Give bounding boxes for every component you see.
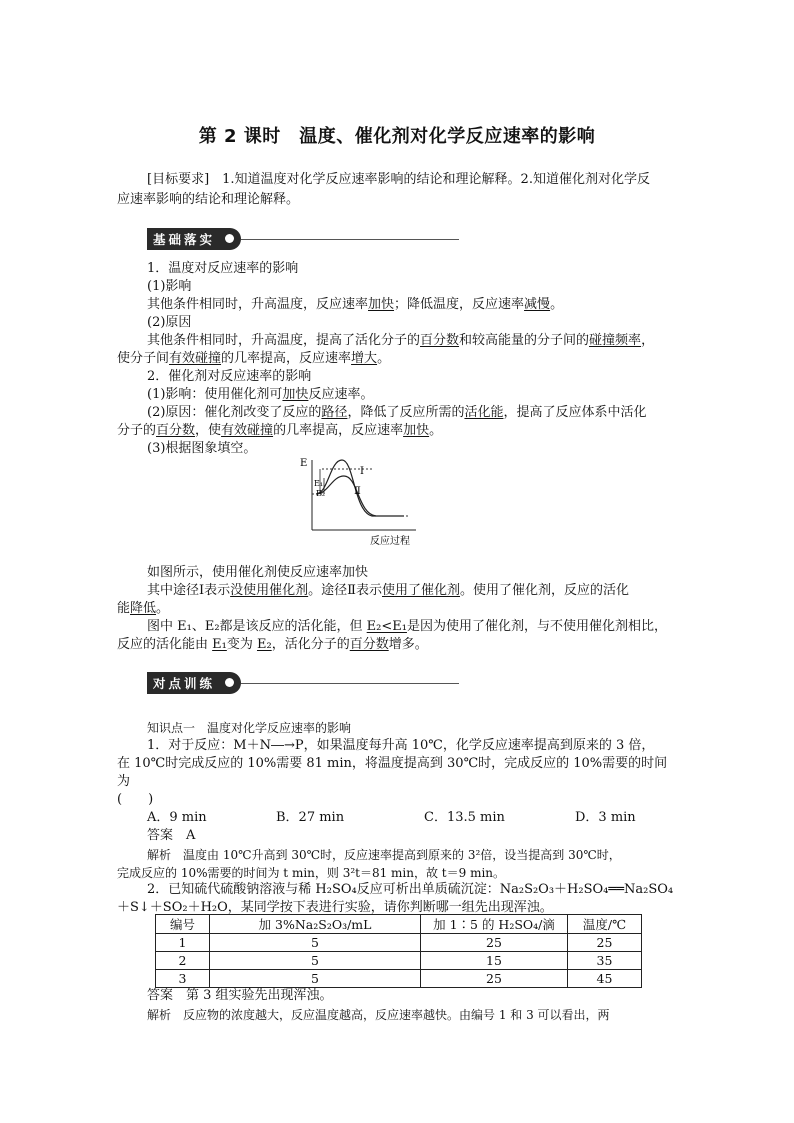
- q1-answer: 答案 A: [147, 828, 196, 843]
- bullet-dot-icon: [225, 234, 234, 243]
- s1-line-11: (3)根据图象填空。: [147, 441, 257, 456]
- goals-line-1: [目标要求] 1.知道温度对化学反应速率影响的结论和理论解释。2.知道催化剂对化学反: [147, 172, 650, 187]
- y-axis-label: E: [300, 458, 308, 469]
- table-header-cell: 加 3%Na₂S₂O₃/mL: [210, 915, 421, 934]
- s1-line-15: 图中 E₁、E₂都是该反应的活化能，但 E₂<E₁是因为使用了催化剂，与不使用催化剂相比，: [147, 619, 667, 634]
- table-cell: 25: [421, 970, 568, 988]
- q1-line-2: 在 10℃时完成反应的 10%需要 81 min，将温度提高到 30℃时，完成反应的 10%需要的时间: [117, 756, 668, 771]
- s1-line-2: (1)影响: [147, 279, 192, 294]
- knowledge-point-1: 知识点一 温度对化学反应速率的影响: [147, 721, 352, 735]
- e2-label: E₂: [316, 489, 326, 498]
- table-cell: 15: [421, 952, 568, 970]
- s1-line-12: 如图所示，使用催化剂使反应速率加快: [147, 565, 369, 580]
- table-cell: 25: [421, 934, 568, 952]
- curve-2-label: Ⅱ: [354, 486, 361, 497]
- table-header-cell: 编号: [156, 915, 210, 934]
- table-cell: 5: [210, 970, 421, 988]
- table-row: [156, 970, 642, 988]
- curve-1-label: Ⅰ: [360, 466, 364, 477]
- energy-profile-diagram: [292, 452, 432, 548]
- s1-line-14: 能降低。: [117, 601, 170, 616]
- q1-option-c: C．13.5 min: [424, 810, 505, 825]
- q1-option-d: D．3 min: [575, 810, 636, 825]
- table-row: [156, 934, 642, 952]
- s1-line-6: 使分子间有效碰撞的几率提高，反应速率增大。: [117, 351, 391, 366]
- q1-line-3: 为: [117, 774, 131, 789]
- section-header-practice: [147, 673, 459, 693]
- table-header-cell: 加 1∶5 的 H₂SO₄/滴: [421, 915, 568, 934]
- table-cell: 1: [156, 934, 210, 952]
- table-cell: 35: [568, 952, 642, 970]
- q1-line-4: ( ): [117, 792, 154, 807]
- page-title: 第 2 课时 温度、催化剂对化学反应速率的影响: [198, 126, 596, 147]
- table-header-row: [156, 915, 642, 934]
- table-cell: 5: [210, 952, 421, 970]
- divider: [241, 683, 459, 684]
- q1-option-b: B．27 min: [276, 810, 345, 825]
- divider: [241, 239, 459, 240]
- s1-line-3: 其他条件相同时，升高温度，反应速率加快；降低温度，反应速率减慢。: [147, 297, 564, 312]
- x-axis-label: 反应过程: [370, 536, 410, 547]
- s1-line-5: 其他条件相同时，升高温度，提高了活化分子的百分数和较高能量的分子间的碰撞频率，: [147, 333, 655, 348]
- table-row: [156, 952, 642, 970]
- s1-line-7: 2．催化剂对反应速率的影响: [147, 369, 312, 384]
- s1-line-4: (2)原因: [147, 315, 192, 330]
- q1-explanation-1: 解析 温度由 10℃升高到 30℃时，反应速率提高到原来的 3²倍，设当提高到 30℃时，: [147, 848, 621, 862]
- q1-explanation-2: 完成反应的 10%需要的时间为 t min，则 3²t＝81 min，故 t＝9 min。: [117, 866, 506, 880]
- s1-line-16: 反应的活化能由 E₁变为 E₂，活化分子的百分数增多。: [117, 637, 428, 652]
- table-cell: 25: [568, 934, 642, 952]
- s1-line-8: (1)影响：使用催化剂可加快反应速率。: [147, 387, 374, 402]
- q1-option-a: A．9 min: [147, 810, 207, 825]
- s1-line-13: 其中途径Ⅰ表示没使用催化剂。途径Ⅱ表示使用了催化剂。使用了催化剂，反应的活化: [147, 583, 630, 598]
- s1-line-1: 1．温度对反应速率的影响: [147, 261, 299, 276]
- section-header-basics-label: 基础落实: [153, 232, 216, 247]
- table-cell: 3: [156, 970, 210, 988]
- table-cell: 45: [568, 970, 642, 988]
- q2-answer: 答案 第 3 组实验先出现浑浊。: [147, 988, 333, 1003]
- goals-line-2: 应速率影响的结论和理论解释。: [117, 192, 300, 207]
- q2-explanation: 解析 反应物的浓度越大，反应温度越高，反应速率越快。由编号 1 和 3 可以看出，两: [147, 1008, 610, 1022]
- q1-line-1: 1．对于反应：M＋N―→P，如果温度每升高 10℃，化学反应速率提高到原来的 3 倍，: [147, 738, 655, 753]
- q2-line-2: ＋S↓＋SO₂＋H₂O，某同学按下表进行实验，请你判断哪一组先出现浑浊。: [117, 900, 553, 915]
- e1-label: E₁: [314, 479, 324, 488]
- table-cell: 2: [156, 952, 210, 970]
- experiment-table: [155, 914, 642, 988]
- table-header-cell: 温度/℃: [568, 915, 642, 934]
- s1-line-10: 分子的百分数，使有效碰撞的几率提高，反应速率加快。: [117, 423, 443, 438]
- s1-line-9: (2)原因：催化剂改变了反应的路径，降低了反应所需的活化能，提高了反应体系中活化: [147, 405, 647, 420]
- section-header-practice-label: 对点训练: [153, 676, 216, 691]
- section-header-basics: [147, 229, 459, 249]
- table-cell: 5: [210, 934, 421, 952]
- q2-line-1: 2．已知硫代硫酸钠溶液与稀 H₂SO₄反应可析出单质硫沉淀：Na₂S₂O₃＋H₂SO₄══Na₂SO₄: [147, 882, 674, 897]
- bullet-dot-icon: [225, 678, 234, 687]
